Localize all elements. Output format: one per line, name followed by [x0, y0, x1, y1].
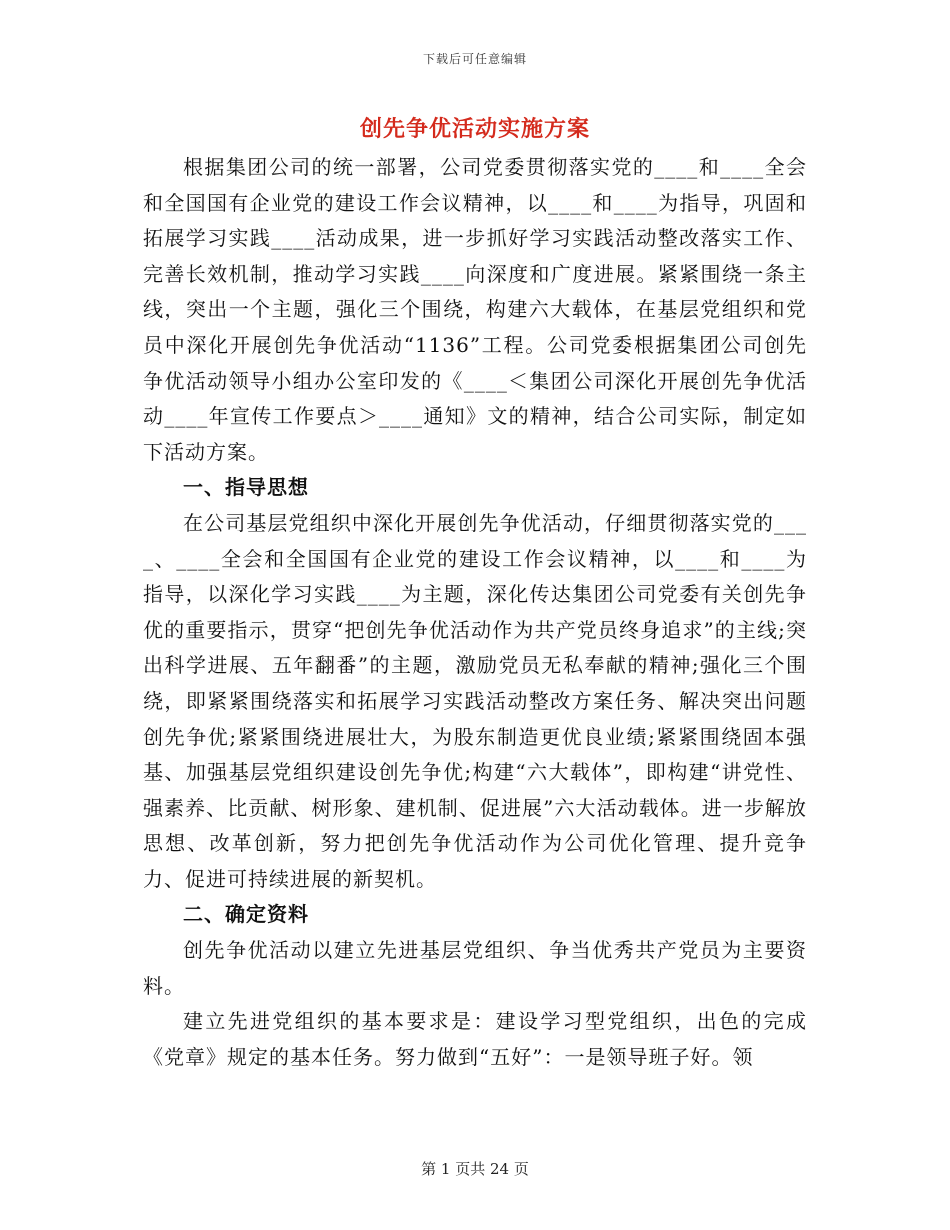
document-title: 创先争优活动实施方案 — [359, 116, 590, 142]
content-paragraph-1: 创先争优活动以建立先进基层党组织、争当优秀共产党员为主要资料。 — [143, 938, 807, 998]
content-paragraph-2: 建立先进党组织的基本要求是：建设学习型党组织，出色的完成《党章》规定的基本任务。努力做到“五好”：一是领导班子好。领 — [143, 1009, 807, 1069]
page-header: 下载后可任意编辑 — [422, 52, 527, 66]
intro-paragraph: 根据集团公司的统一部署，公司党委贯彻落实党的____和____全会和全国国有企业党的建设工作会议精神，以____和____为指导，巩固和拓展学习实践____活动成果，进一步抓好学习实践活动整改落实工作、完善长效机制，推动学习实践____向深度和广度进展。紧紧围绕一条主线，突出一个主题，强化三个围绕，构建六大载体，在基层党组织和党员中深化开展创先争优活动“1136”工程。公司党委根据集团公司创先争优活动领导小组办公室印发的《____＜集团公司深化开展创先争优活动____年宣传工作要点＞____通知》文的精神，结合公司实际，制定如下活动方案。 — [143, 155, 807, 464]
guiding-ideology-paragraph: 在公司基层党组织中深化开展创先争优活动，仔细贯彻落实党的____、____全会和全国国有企业党的建设工作会议精神，以____和____为指导，以深化学习实践____为主题，深化传达集团公司党委有关创先争优的重要指示，贯穿“把创先争优活动作为共产党员终身追求”的主线;突出科学进展、五年翻番”的主题，激励党员无私奉献的精神;强化三个围绕，即紧紧围绕落实和拓展学习实践活动整改方案任务、解决突出问题创先争优;紧紧围绕进展壮大，为股东制造更优良业绩;紧紧围绕固本强基、加强基层党组织建设创先争优;构建“六大载体”，即构建“讲党性、强素养、比贡献、树形象、建机制、促进展”六大活动载体。进一步解放思想、改革创新，努力把创先争优活动作为公司优化管理、提升竞争力、促进可持续进展的新契机。 — [143, 510, 807, 891]
document-body — [143, 150, 807, 1075]
section-heading-content: 二、确定资料 — [183, 902, 309, 927]
section-heading-guiding-ideology: 一、指导思想 — [183, 475, 309, 500]
page-number: 第 1 页共 24 页 — [421, 1160, 529, 1178]
